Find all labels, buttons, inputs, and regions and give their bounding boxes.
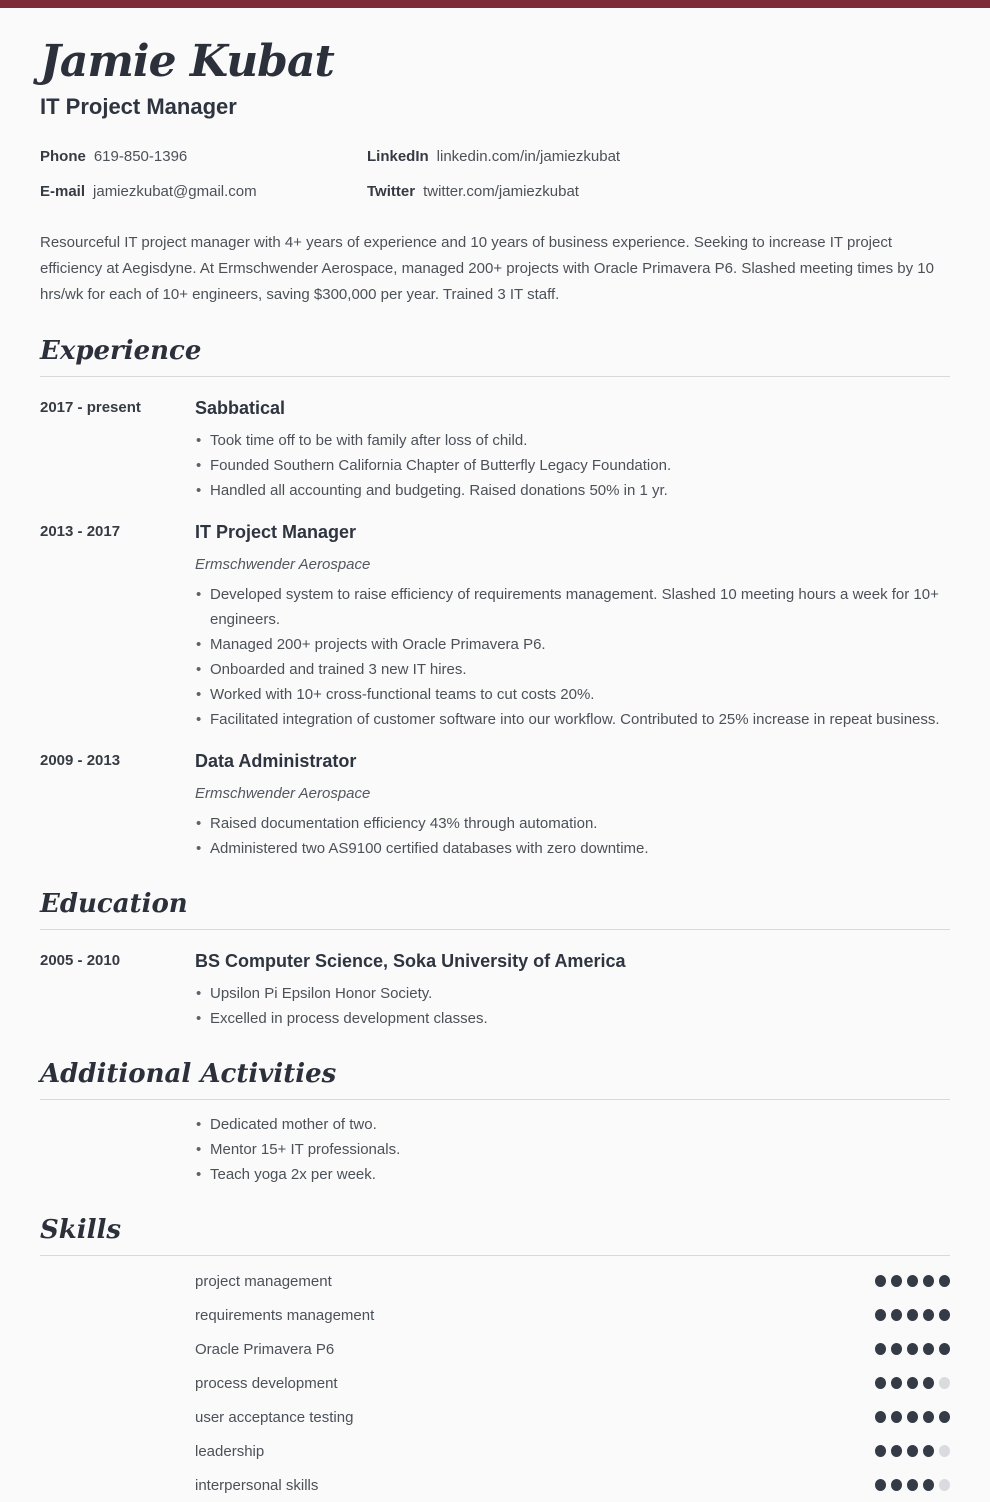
skill-dot-filled (875, 1377, 886, 1389)
resume-entry (40, 732, 950, 861)
contact-email-value: jamiezkubat@gmail.com (93, 183, 257, 200)
contact-linkedin-label: LinkedIn (367, 148, 429, 165)
bullet-item: • Onboarded and trained 3 new IT hires. (195, 657, 950, 682)
skill-dot-filled (891, 1411, 902, 1423)
bullet-item: • Raised documentation efficiency 43% through automation. (195, 811, 950, 836)
skill-row (195, 1400, 950, 1434)
skill-dot-filled (923, 1343, 934, 1355)
skill-dot-filled (891, 1309, 902, 1321)
contact-phone-label: Phone (40, 148, 86, 165)
skill-dot-filled (923, 1411, 934, 1423)
resume-page (0, 38, 990, 1502)
skill-name: user acceptance testing (195, 1408, 354, 1426)
entry-title: Sabbatical (195, 398, 286, 418)
skill-rating (875, 1445, 950, 1457)
bullet-item: • Managed 200+ projects with Oracle Primavera P6. (195, 632, 950, 657)
resume-entry (40, 932, 950, 1031)
skill-rating (875, 1275, 950, 1287)
bullet-item: • Dedicated mother of two. (195, 1112, 950, 1137)
skill-dot-filled (907, 1445, 918, 1457)
bullet-list (195, 981, 950, 1031)
bullet-item: • Developed system to raise efficiency of requirements management. Slashed 10 meeting hours a week for 10+ engineers. (195, 582, 950, 632)
skill-rating (875, 1479, 950, 1491)
skill-dot-filled (907, 1411, 918, 1423)
skill-dot-filled (907, 1343, 918, 1355)
contact-linkedin-value: linkedin.com/in/jamiezkubat (436, 148, 621, 165)
bullet-item: • Teach yoga 2x per week. (195, 1162, 950, 1187)
skill-dot-filled (875, 1445, 886, 1457)
section-education (40, 889, 950, 1031)
skill-row (195, 1332, 950, 1366)
skill-row (195, 1366, 950, 1400)
entry-title: IT Project Manager (195, 522, 357, 542)
contact-phone (40, 148, 367, 165)
contact-email (40, 183, 367, 200)
skill-dot-empty (939, 1377, 950, 1389)
education-entries (40, 930, 950, 1031)
bullet-item: • Excelled in process development classes. (195, 1006, 950, 1031)
skill-row (195, 1468, 950, 1502)
bullet-item: • Handled all accounting and budgeting. Raised donations 50% in 1 yr. (195, 478, 950, 503)
skill-name: leadership (195, 1442, 265, 1460)
contact-twitter-label: Twitter (367, 183, 416, 200)
skill-dot-empty (939, 1445, 950, 1457)
contact-twitter (367, 183, 950, 200)
skill-dot-filled (923, 1309, 934, 1321)
resume-header (40, 38, 950, 200)
skill-dot-filled (891, 1445, 902, 1457)
contact-phone-value: 619-850-1396 (93, 148, 188, 165)
bullet-item: • Administered two AS9100 certified databases with zero downtime. (195, 836, 950, 861)
skill-dot-filled (907, 1479, 918, 1491)
person-job-title: IT Project Manager (40, 94, 237, 119)
entry-dates: 2013 - 2017 (40, 523, 121, 540)
skill-dot-filled (891, 1275, 902, 1287)
skill-dot-filled (875, 1275, 886, 1287)
bullet-item: • Took time off to be with family after loss of child. (195, 428, 950, 453)
entry-body (195, 521, 950, 732)
skill-name: process development (195, 1374, 338, 1392)
experience-entries (40, 377, 950, 861)
skill-name: interpersonal skills (195, 1476, 319, 1494)
skill-rating (875, 1343, 950, 1355)
section-heading-skills: Skills (40, 1215, 122, 1245)
section-heading-education: Education (40, 889, 188, 919)
skill-dot-filled (875, 1309, 886, 1321)
bullet-item: • Upsilon Pi Epsilon Honor Society. (195, 981, 950, 1006)
section-skills (40, 1215, 950, 1502)
entry-title: BS Computer Science, Soka University of America (195, 951, 626, 971)
skill-dot-filled (891, 1479, 902, 1491)
bullet-list (195, 582, 950, 732)
skill-dot-filled (923, 1377, 934, 1389)
bullet-item: • Facilitated integration of customer software into our workflow. Contributed to 25% increase in repeat business. (195, 707, 950, 732)
entry-company: Ermschwender Aerospace (195, 785, 371, 802)
resume-entry (40, 503, 950, 732)
skill-dot-filled (939, 1343, 950, 1355)
entry-dates: 2009 - 2013 (40, 752, 121, 769)
skill-dot-filled (891, 1343, 902, 1355)
contact-email-label: E-mail (40, 183, 86, 200)
skill-name: project management (195, 1272, 332, 1290)
contact-grid (40, 148, 950, 200)
section-additional-activities (40, 1059, 950, 1187)
skill-dot-filled (875, 1343, 886, 1355)
skill-dot-filled (939, 1411, 950, 1423)
activities-bullet-list (195, 1112, 950, 1187)
skill-dot-filled (907, 1377, 918, 1389)
skill-dot-filled (923, 1275, 934, 1287)
entry-dates: 2005 - 2010 (40, 952, 121, 969)
skill-row (195, 1264, 950, 1298)
bullet-list (195, 811, 950, 861)
skills-list (40, 1256, 950, 1502)
contact-linkedin (367, 148, 950, 165)
skill-name: requirements management (195, 1306, 375, 1324)
skill-row (195, 1298, 950, 1332)
skill-dot-filled (939, 1309, 950, 1321)
summary-text: Resourceful IT project manager with 4+ years of experience and 10 years of business experience. Seeking to increase IT project efficiency at Aegisdyne. At Ermschwender Aerospace, managed 200+ projects with Oracle Primavera P6. Slashed meeting times by 10 hrs/wk for each of 10+ engineers, saving $300,000 per year. Trained 3 IT staff. (40, 234, 934, 303)
entry-body (195, 750, 950, 861)
skill-rating (875, 1309, 950, 1321)
contact-twitter-value: twitter.com/jamiezkubat (423, 183, 579, 200)
entry-title: Data Administrator (195, 751, 357, 771)
skill-dot-filled (907, 1275, 918, 1287)
skill-dot-filled (891, 1377, 902, 1389)
activities-body (195, 1100, 950, 1187)
skill-dot-filled (875, 1411, 886, 1423)
bullet-item: • Worked with 10+ cross-functional teams to cut costs 20%. (195, 682, 950, 707)
skill-dot-empty (939, 1479, 950, 1491)
section-experience (40, 336, 950, 861)
bullet-item: • Founded Southern California Chapter of Butterfly Legacy Foundation. (195, 453, 950, 478)
top-accent-bar (0, 0, 990, 8)
section-heading-experience: Experience (40, 336, 202, 366)
skill-dot-filled (923, 1479, 934, 1491)
entry-dates: 2017 - present (40, 399, 141, 416)
entry-company: Ermschwender Aerospace (195, 556, 371, 573)
skill-dot-filled (923, 1445, 934, 1457)
skill-row (195, 1434, 950, 1468)
skill-dot-filled (907, 1309, 918, 1321)
skill-dot-filled (939, 1275, 950, 1287)
resume-entry (40, 379, 950, 503)
skill-rating (875, 1411, 950, 1423)
person-name: Jamie Kubat (40, 36, 334, 87)
skill-rating (875, 1377, 950, 1389)
skill-name: Oracle Primavera P6 (195, 1340, 335, 1358)
bullet-list (195, 428, 950, 503)
bullet-item: • Mentor 15+ IT professionals. (195, 1137, 950, 1162)
entry-body (195, 397, 950, 503)
section-heading-activities: Additional Activities (40, 1059, 337, 1089)
skill-dot-filled (875, 1479, 886, 1491)
entry-body (195, 950, 950, 1031)
